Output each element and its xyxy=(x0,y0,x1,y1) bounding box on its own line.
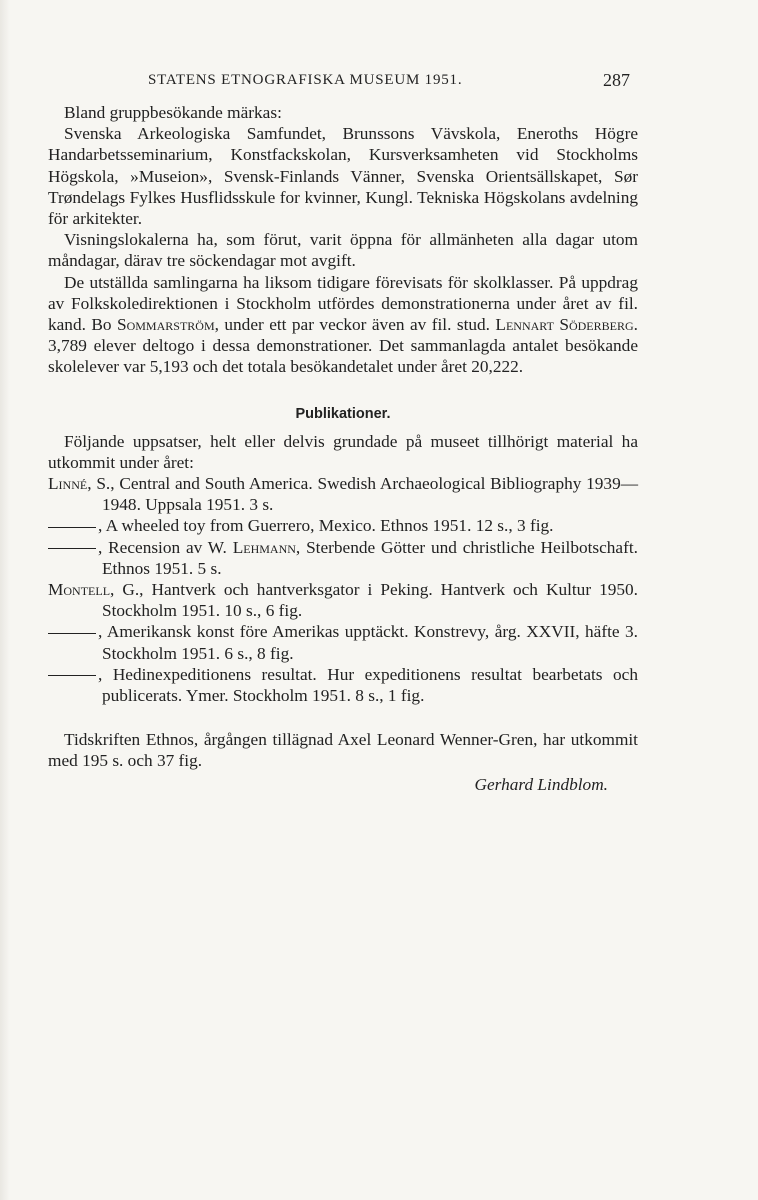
reference-entry: , A wheeled toy from Guerrero, Mexico. Ethnos 1951. 12 s., 3 fig. xyxy=(48,515,638,536)
section-title-publications: Publikationer. xyxy=(295,405,391,422)
reference-entry: , Hedinexpeditionens resultat. Hur expeditionens resultat bearbetats och publicerats. Ymer. Stockholm 1951. 8 s., 1 fig. xyxy=(48,664,638,706)
page-number: 287 xyxy=(603,70,630,90)
ditto-dash xyxy=(48,548,96,549)
page-body xyxy=(48,102,638,795)
publications-intro: Följande uppsatser, helt eller delvis grundade på museet tillhörigt material ha utkommit under året: xyxy=(48,431,638,472)
person-name: Lennart Söderberg xyxy=(495,315,634,335)
reference-list xyxy=(48,473,638,706)
reference-entry: Montell, G., Hantverk och hantverksgator i Peking. Hantverk och Kultur 1950. Stockholm 1951. 10 s., 6 fig. xyxy=(48,580,638,621)
running-header xyxy=(148,72,630,89)
reference-entry: Linné, S., Central and South America. Swedish Archaeological Bibliography 1939—1948. Uppsala 1951. 3 s. xyxy=(48,474,638,515)
ditto-dash xyxy=(48,633,96,634)
demonstrations-paragraph: De utställda samlingarna ha liksom tidigare förevisats för skolklasser. På uppdrag av Folkskoledirektionen i Stockholm utfördes demonstrationerna under året av fil. kand. Bo Sommarström, under ett par veckor även av fil. stud. Lennart Söderberg. 3,789 elever deltogo i dessa demonstrationer. Det sammanlagda antalet besökande skolelever var 5,193 och det totala besökandetalet under året 20,222. xyxy=(48,272,638,377)
page-spine-shadow xyxy=(0,0,10,1200)
author-signature: Gerhard Lindblom. xyxy=(474,774,608,794)
ditto-dash xyxy=(48,527,96,528)
group-visitors-list: Svenska Arkeologiska Samfundet, Brunssons Vävskola, Eneroths Högre Handarbetsseminarium, Konstfackskolan, Kursverksamheten vid Stockholms Högskola, »Museion», Svensk-Finlands Vänner, Svenska Orientsällskapet, Sør Trøndelags Fylkes Husflidsskule for kvinner, Kungl. Tekniska Högskolans avdelning för arkitekter. xyxy=(48,124,638,229)
reference-entry: , Recension av W. Lehmann, Sterbende Götter und christliche Heilbotschaft. Ethnos 1951. 5 s. xyxy=(48,537,638,579)
person-name: Sommarström xyxy=(116,315,215,335)
group-visitors-lead: Bland gruppbesökande märkas: xyxy=(64,103,282,122)
running-title: STATENS ETNOGRAFISKA MUSEUM 1951. xyxy=(148,72,463,88)
ethnos-journal-paragraph: Tidskriften Ethnos, årgången tillägnad Axel Leonard Wenner-Gren, har utkommit med 195 s. och 37 fig. xyxy=(48,730,638,771)
opening-hours-paragraph: Visningslokalerna ha, som förut, varit öppna för allmänheten alla dagar utom måndagar, därav tre söckendagar mot avgift. xyxy=(48,230,638,271)
reference-entry: , Amerikansk konst före Amerikas upptäckt. Konstrevy, årg. XXVII, häfte 3. Stockholm 1951. 6 s., 8 fig. xyxy=(48,621,638,663)
ditto-dash xyxy=(48,675,96,676)
